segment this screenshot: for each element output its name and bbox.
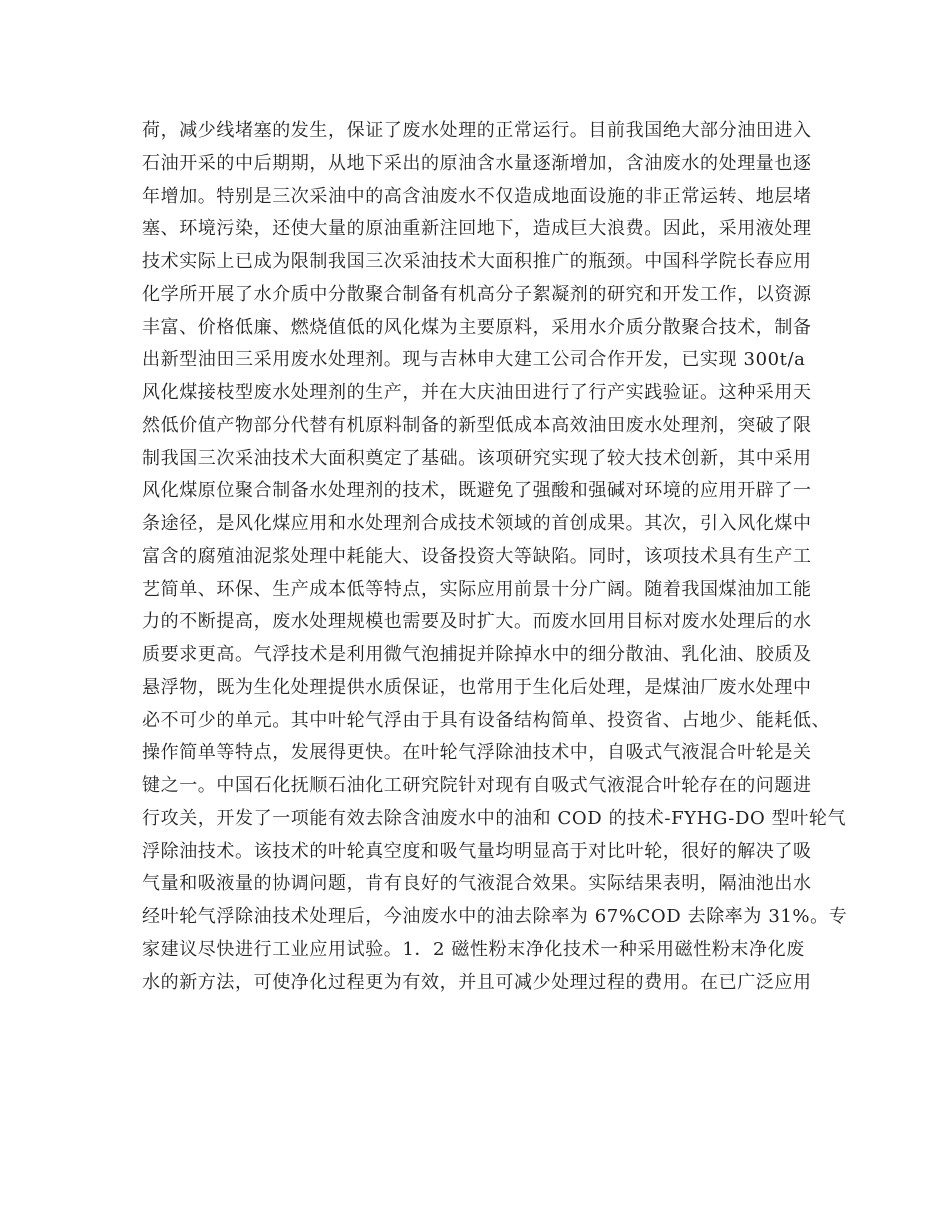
text-line: 风化煤原位聚合制备水处理剂的技术，既避免了强酸和强碱对环境的应用开辟了一 — [142, 480, 812, 502]
text-line: 化学所开展了水介质中分散聚合制备有机高分子絮凝剂的研究和开发工作，以资源 — [142, 283, 812, 305]
text-line: 条途径，是风化煤应用和水处理剂合成技术领域的首创成果。其次，引入风化煤中 — [142, 513, 812, 534]
text-line: 风化煤接枝型废水处理剂的生产，并在大庆油田进行了行产实践验证。这种采用天 — [142, 382, 812, 403]
text-line: 经叶轮气浮除油技术处理后，今油废水中的油去除率为 67%COD 去除率为 31%。专 — [142, 906, 848, 927]
text-line: 必不可少的单元。其中叶轮气浮由于具有设备结构简单、投资省、占地少、能耗低、 — [142, 709, 831, 731]
text-line: 键之一。中国石化抚顺石油化工研究院针对现有自吸式气液混合叶轮存在的问题进 — [142, 775, 812, 796]
body-text — [142, 115, 848, 999]
text-line: 制我国三次采油技术大面积奠定了基础。该项研究实现了较大技术创新，其中采用 — [142, 447, 812, 469]
text-line: 质要求更高。气浮技术是利用微气泡捕捉并除掉水中的细分散油、乳化油、胶质及 — [142, 644, 812, 665]
text-line: 富含的腐殖油泥浆处理中耗能大、设备投资大等缺陷。同时，该项技术具有生产工 — [142, 545, 812, 567]
text-line: 力的不断提高，废水处理规模也需要及时扩大。而废水回用目标对废水处理后的水 — [142, 611, 812, 633]
text-line: 塞、环境污染，还使大量的原油重新注回地下，造成巨大浪费。因此，采用液处理 — [142, 218, 812, 240]
text-line: 操作简单等特点，发展得更快。在叶轮气浮除油技术中，自吸式气液混合叶轮是关 — [142, 742, 812, 764]
text-line: 丰富、价格低廉、燃烧值低的风化煤为主要原料，采用水介质分散聚合技术，制备 — [142, 316, 812, 338]
text-line: 然低价值产物部分代替有机原料制备的新型低成本高效油田废水处理剂，突破了限 — [142, 414, 812, 436]
text-line: 水的新方法，可使净化过程更为有效，并且可减少处理过程的费用。在已广泛应用 — [142, 971, 812, 993]
text-line: 行攻关，开发了一项能有效去除含油废水中的油和 COD 的技术-FYHG-DO 型叶轮气 — [142, 807, 847, 829]
text-line: 家建议尽快进行工业应用试验。1．2 磁性粉末净化技术一种采用磁性粉末净化废 — [142, 938, 805, 960]
text-line: 年增加。特别是三次采油中的高含油废水不仅造成地面设施的非正常运转、地层堵 — [142, 185, 812, 207]
text-line: 出新型油田三采用废水处理剂。现与吉林申大建工公司合作开发，已实现 300t/a — [142, 349, 806, 371]
text-line: 悬浮物，既为生化处理提供水质保证，也常用于生化后处理，是煤油厂废水处理中 — [142, 676, 812, 698]
text-line: 浮除油技术。该技术的叶轮真空度和吸气量均明显高于对比叶轮，很好的解决了吸 — [142, 840, 812, 862]
text-line: 气量和吸液量的协调问题，肯有良好的气液混合效果。实际结果表明，隔油池出水 — [142, 873, 812, 895]
text-line: 荷，减少线堵塞的发生，保证了废水处理的正常运行。目前我国绝大部分油田进入 — [142, 120, 812, 141]
text-line: 技术实际上已成为限制我国三次采油技术大面积推广的瓶颈。中国科学院长春应用 — [142, 251, 812, 272]
text-line: 石油开采的中后期期，从地下采出的原油含水量逐渐增加，含油废水的处理量也逐 — [142, 152, 812, 174]
text-line: 艺简单、环保、生产成本低等特点，实际应用前景十分广阔。随着我国煤油加工能 — [142, 578, 812, 600]
